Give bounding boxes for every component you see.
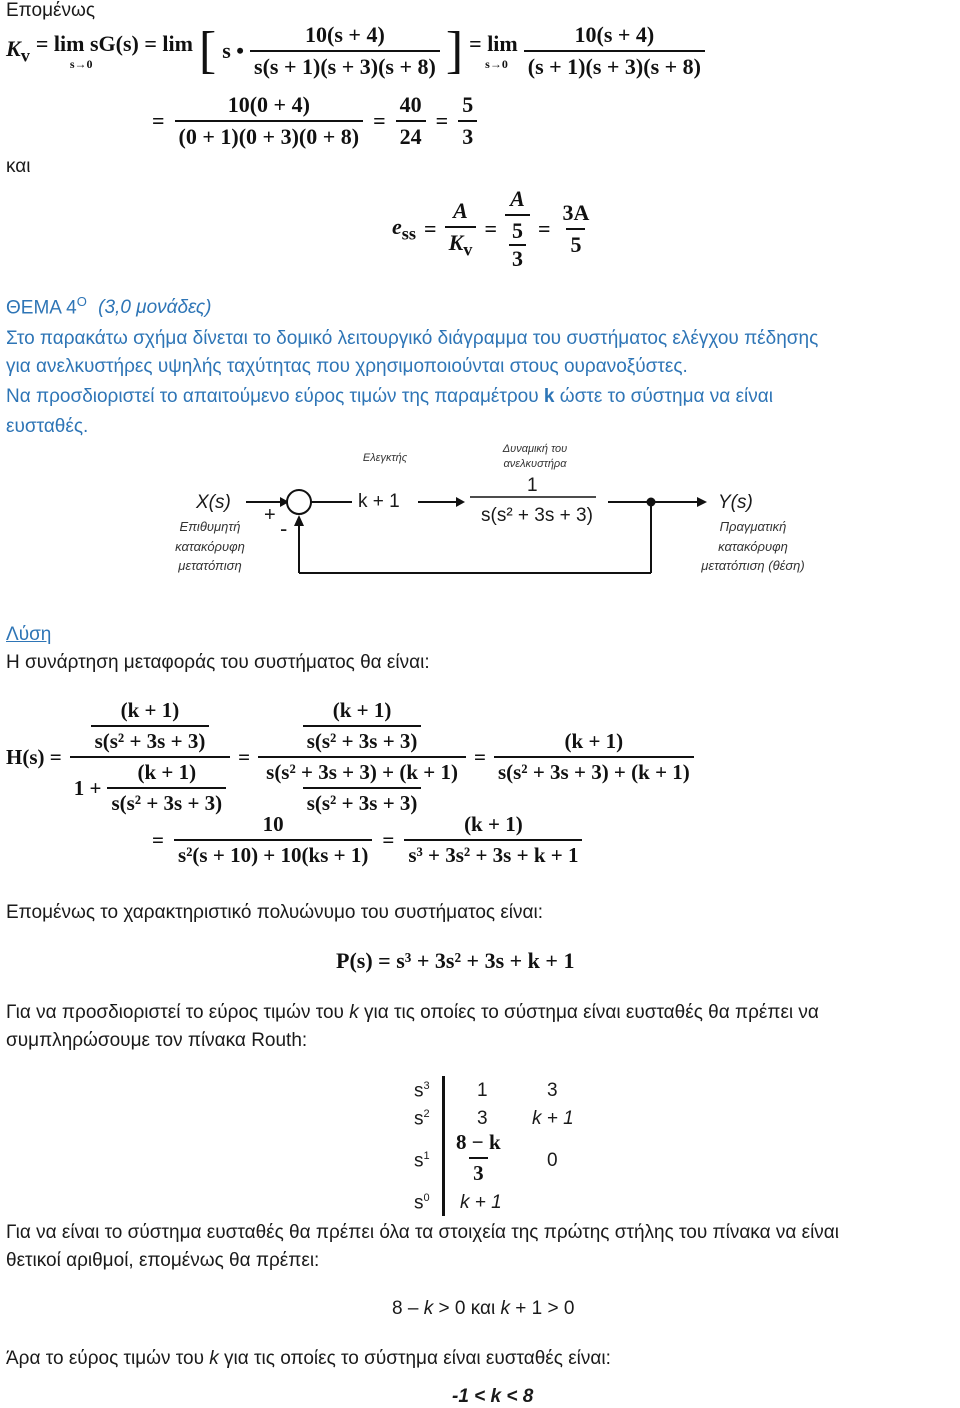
- routh-row-s3-col1: 1: [477, 1080, 488, 1101]
- ess-fraction-3: $\frac{3A}{5}$: [562, 200, 590, 257]
- routh-row-s2-label: $s^2$: [414, 1108, 430, 1130]
- routh-row-s3-label: $s^3$: [414, 1080, 430, 1102]
- final-result: -1 < k < 8: [452, 1386, 534, 1407]
- routh-table-divider: [442, 1076, 445, 1216]
- controller-block: k + 1: [358, 491, 400, 512]
- char-poly-intro: Επομένως το χαρακτηριστικό πολυώνυμο του συστήματος είναι:: [6, 902, 543, 923]
- h-fraction-4: $\frac{10}{\text{s²(s + 10) + 10(ks + 1)}}$: [174, 812, 372, 868]
- solution-intro: Η συνάρτηση μεταφοράς του συστήματος θα είναι:: [6, 652, 430, 673]
- kv-bracket-open: [: [198, 22, 217, 79]
- plant-title-2: ανελκυστήρα: [503, 458, 567, 470]
- h-big-fraction-2: $\frac{\frac{(k + 1)}{\text{s(s² + 3s + 3)}}}{\frac{\text{s(s² + 3s + 3) + (k + 1)}}{\text{s(s² + 3s + 3)}}}$: [258, 698, 466, 816]
- routh-row-s1-col1: $\frac{8 - k}{3}$: [456, 1130, 501, 1185]
- theme-line-3: Να προσδιοριστεί το απαιτούμενο εύρος τιμών της παραμέτρου k ώστε το σύστημα να είναι: [6, 386, 773, 407]
- routh-intro-line-1: Για να προσδιοριστεί το εύρος τιμών του k για τις οποίες το σύστημα είναι ευσταθές θα πρέπει να: [6, 1002, 819, 1023]
- diagram-input-desc-3: μετατόπιση: [178, 558, 242, 573]
- theme-heading: ΘΕΜΑ $4^O$ (3,0 μονάδες): [6, 294, 212, 319]
- stability-conditions: 8 – k > 0 και k + 1 > 0: [392, 1298, 575, 1319]
- kv-lhs: $K_v$: [6, 35, 30, 66]
- h-fraction-3: $\frac{(k + 1)}{\text{s(s² + 3s + 3) + (k + 1)}}$: [494, 729, 694, 785]
- routh-intro-line-2: συμπληρώσουμε τον πίνακα Routh:: [6, 1030, 308, 1051]
- kv-fraction-5: $\frac{5}{3}$: [458, 92, 477, 150]
- kv-bracket-close: ]: [445, 22, 464, 79]
- diagram-input-desc-1: Επιθυμητή: [179, 519, 241, 534]
- solution-title: Λύση: [6, 624, 52, 645]
- kv-fraction-4: $\frac{40}{24}$: [396, 92, 426, 150]
- diagram-output-desc-1: Πραγματική: [719, 519, 787, 534]
- h-lhs: H(s) =: [6, 744, 62, 769]
- transfer-function-line1: H(s) = $\frac{(k + 1)}{\text{s(s² + 3s + 3)}}$ 1 + $\frac{(k + 1)}{\text{s(s² + 3s + 3)}}$ = $\frac{\frac{(k + 1)}{\text{s(s² + 3s + 3)}}}{\frac{\text{s(s² + 3s + 3) + (k + 1)}}{\text{s(s² + 3s + 3)}}}$ = $\frac{(k + 1)}{\text{s(s² + 3s + 3) + (k + 1)}}$: [6, 698, 694, 816]
- char-polynomial: P(s) = s³ + 3s² + 3s + k + 1: [336, 948, 575, 973]
- summing-minus: -: [280, 516, 288, 541]
- plant-denominator: s(s² + 3s + 3): [481, 505, 593, 526]
- ess-lhs: $e_{ss}$: [392, 213, 417, 244]
- theme-line-1: Στο παρακάτω σχήμα δίνεται το δομικό λειτουργικό διάγραμμα του συστήματος ελέγχου πέδησης: [6, 328, 819, 349]
- routh-row-s1-label: $s^1$: [414, 1150, 430, 1172]
- kv-lim-2: = lim s→0: [469, 30, 518, 71]
- diagram-input-label: X(s): [196, 492, 231, 513]
- routh-row-s0-label: $s^0$: [414, 1192, 430, 1214]
- controller-title: Ελεγκτής: [362, 452, 408, 464]
- range-intro: Άρα το εύρος τιμών του k για τις οποίες το σύστημα είναι ευσταθές είναι:: [6, 1348, 611, 1369]
- diagram-input-desc-2: κατακόρυφη: [175, 539, 245, 554]
- theme-line-2: για ανελκυστήρες υψηλής ταχύτητας που χρησιμοποιούνται στους ουρανοξύστες.: [6, 356, 688, 377]
- kv-fraction-1: $\frac{10(s + 4)}{s(s + 1)(s + 3)(s + 8)}$: [250, 22, 440, 80]
- kv-bullet: s •: [222, 38, 245, 63]
- kv-equation-line2: = $\frac{10(0 + 4)}{(0 + 1)(0 + 3)(0 + 8)}$ = $\frac{40}{24}$ = $\frac{5}{3}$: [152, 92, 477, 150]
- h-fraction-5: $\frac{(k + 1)}{\text{s³ + 3s² + 3s + k + 1}}$: [404, 812, 582, 868]
- summing-plus: +: [264, 504, 276, 526]
- ess-fraction-2: A 5 3: [505, 186, 530, 272]
- plant-numerator: 1: [527, 475, 538, 496]
- kv-fraction-3: $\frac{10(0 + 4)}{(0 + 1)(0 + 3)(0 + 8)}$: [175, 92, 364, 150]
- routh-row-s1-col2: 0: [547, 1150, 558, 1171]
- ess-fraction-1: $\frac{A}{K_v}$: [445, 198, 477, 260]
- routh-row-s0-col1: k + 1: [460, 1192, 502, 1213]
- diagram-output-desc-3: μετατόπιση (θέση): [701, 558, 805, 573]
- transfer-function-line2: = $\frac{10}{\text{s²(s + 10) + 10(ks + 1)}}$ = $\frac{(k + 1)}{\text{s³ + 3s² + 3s + k + 1}}$: [152, 812, 582, 868]
- plant-title-1: Δυναμική του: [502, 443, 568, 455]
- diagram-output-label: Y(s): [718, 492, 753, 513]
- block-diagram-lines: [0, 0, 960, 600]
- diagram-output-desc-2: κατακόρυφη: [718, 539, 788, 554]
- routh-row-s2-col2: k + 1: [532, 1108, 574, 1129]
- conclusion-line-1: Για να είναι το σύστημα ευσταθές θα πρέπει όλα τα στοιχεία της πρώτης στήλης του πίνακα να είναι: [6, 1222, 839, 1243]
- routh-row-s3-col2: 3: [547, 1080, 558, 1101]
- theme-line-4: ευσταθές.: [6, 416, 89, 437]
- intro-word: Επομένως: [6, 0, 95, 21]
- kv-fraction-2: $\frac{10(s + 4)}{(s + 1)(s + 3)(s + 8)}$: [524, 22, 705, 80]
- kv-limits: = lim sG(s) = lim s→0: [35, 30, 193, 71]
- and-word: και: [6, 156, 31, 177]
- ess-equation: $e_{ss}$ = $\frac{A}{K_v}$ = A 5 3 = $\frac{3A}{5}$: [392, 186, 593, 272]
- h-big-fraction-1: $\frac{(k + 1)}{\text{s(s² + 3s + 3)}}$ 1 + $\frac{(k + 1)}{\text{s(s² + 3s + 3)}}$: [70, 698, 230, 816]
- conclusion-line-2: θετικοί αριθμοί, επομένως θα πρέπει:: [6, 1250, 320, 1271]
- routh-row-s2-col1: 3: [477, 1108, 488, 1129]
